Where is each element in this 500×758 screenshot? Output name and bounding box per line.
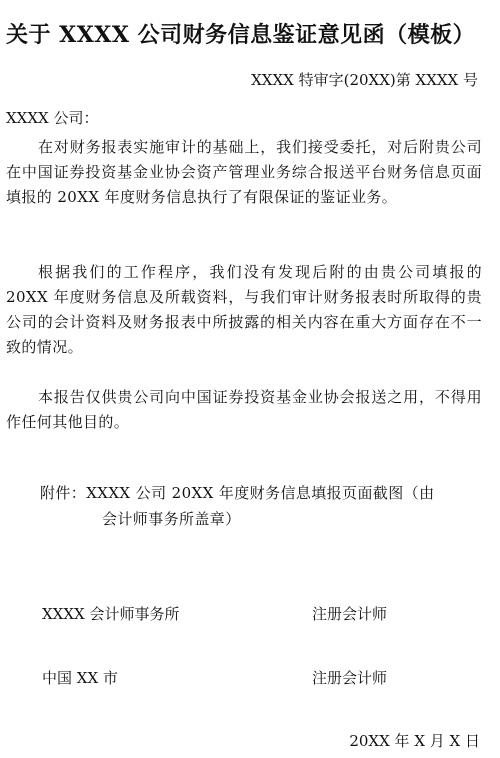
body-paragraph-3: 本报告仅供贵公司向中国证券投资基金业协会报送之用，不得用作任何其他目的。 [6,388,482,431]
attachment-line-1: 附件：XXXX 公司 20XX 年度财务信息填报页面截图（由 [40,484,435,502]
body-paragraph-2: 根据我们的工作程序，我们没有发现后附的由贵公司填报的 20XX 年度财务信息及所载资料，与我们审计财务报表时所取得的贵公司的会计资料及财务报表中所披露的相关内容在重大方面存在不一致的情况。 [6,263,482,356]
attachment-line-2: 会计师事务所盖章） [102,510,241,528]
addressee: XXXX 公司： [6,109,99,127]
signature-cpa-2: 注册会计师 [312,669,388,687]
document-number: XXXX 特审字(20XX)第 XXXX 号 [251,71,478,89]
body-paragraph-1: 在对财务报表实施审计的基础上，我们接受委托，对后附贵公司在中国证券投资基金业协会资产管理业务综合报送平台财务信息页面填报的 20XX 年度财务信息执行了有限保证的鉴证业务。 [6,138,482,206]
attachment-note [40,480,486,532]
signature-date: 20XX 年 X 月 X 日 [349,732,480,750]
signature-cpa-1: 注册会计师 [312,605,388,623]
signature-firm: XXXX 会计师事务所 [42,605,180,623]
page-title: 关于 XXXX 公司财务信息鉴证意见函（模板） [6,22,476,48]
signature-city: 中国 XX 市 [42,669,118,687]
